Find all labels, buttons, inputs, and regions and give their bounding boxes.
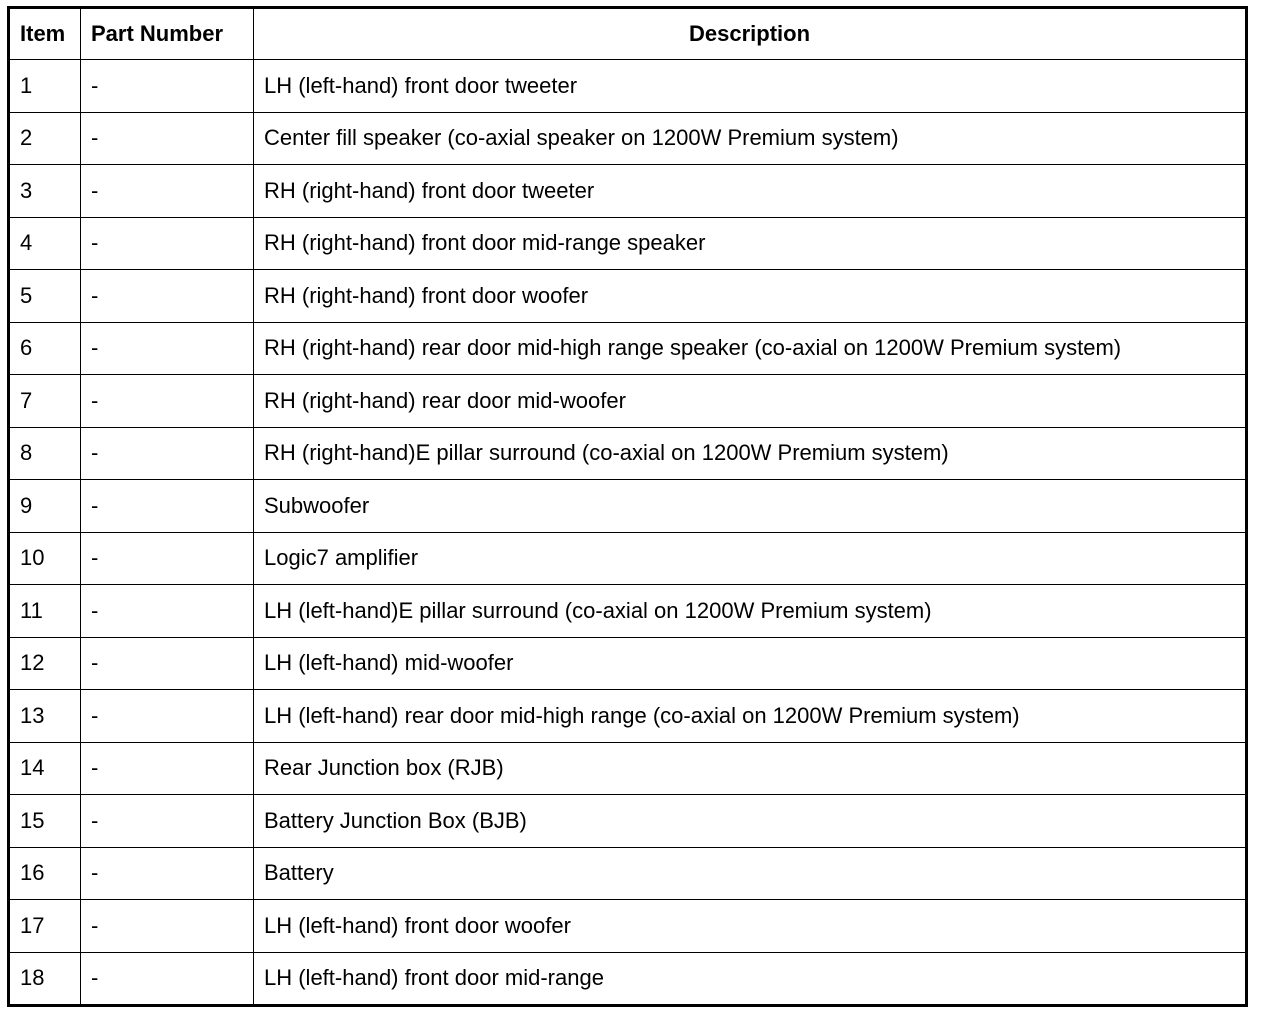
cell-part-number: - <box>81 795 254 848</box>
cell-item: 17 <box>9 900 81 953</box>
cell-item: 2 <box>9 112 81 165</box>
parts-table <box>7 6 1248 1007</box>
cell-part-number: - <box>81 847 254 900</box>
cell-part-number: - <box>81 375 254 428</box>
cell-part-number: - <box>81 270 254 323</box>
cell-description: LH (left-hand) front door tweeter <box>254 60 1247 113</box>
cell-part-number: - <box>81 637 254 690</box>
cell-part-number: - <box>81 900 254 953</box>
cell-item: 11 <box>9 585 81 638</box>
cell-item: 1 <box>9 60 81 113</box>
cell-item: 16 <box>9 847 81 900</box>
cell-item: 15 <box>9 795 81 848</box>
cell-item: 12 <box>9 637 81 690</box>
cell-description: RH (right-hand) rear door mid-woofer <box>254 375 1247 428</box>
cell-item: 7 <box>9 375 81 428</box>
table-row <box>9 322 1247 375</box>
cell-description: LH (left-hand)E pillar surround (co-axial on 1200W Premium system) <box>254 585 1247 638</box>
cell-description: LH (left-hand) rear door mid-high range (co-axial on 1200W Premium system) <box>254 690 1247 743</box>
cell-description: LH (left-hand) front door woofer <box>254 900 1247 953</box>
table-row <box>9 532 1247 585</box>
cell-description: Battery <box>254 847 1247 900</box>
cell-part-number: - <box>81 112 254 165</box>
cell-description: Rear Junction box (RJB) <box>254 742 1247 795</box>
cell-part-number: - <box>81 952 254 1006</box>
cell-part-number: - <box>81 60 254 113</box>
table-row <box>9 217 1247 270</box>
cell-part-number: - <box>81 480 254 533</box>
table-row <box>9 427 1247 480</box>
cell-description: RH (right-hand)E pillar surround (co-axial on 1200W Premium system) <box>254 427 1247 480</box>
table-row <box>9 795 1247 848</box>
header-row <box>9 8 1247 60</box>
table-row <box>9 375 1247 428</box>
table-row <box>9 165 1247 218</box>
cell-part-number: - <box>81 165 254 218</box>
cell-part-number: - <box>81 427 254 480</box>
cell-description: LH (left-hand) mid-woofer <box>254 637 1247 690</box>
cell-description: RH (right-hand) front door mid-range speaker <box>254 217 1247 270</box>
cell-item: 6 <box>9 322 81 375</box>
column-header-item: Item <box>9 8 81 60</box>
table-row <box>9 952 1247 1006</box>
table-row <box>9 480 1247 533</box>
cell-item: 10 <box>9 532 81 585</box>
cell-description: Battery Junction Box (BJB) <box>254 795 1247 848</box>
table-row <box>9 847 1247 900</box>
table-row <box>9 637 1247 690</box>
table-row <box>9 742 1247 795</box>
cell-part-number: - <box>81 742 254 795</box>
cell-item: 9 <box>9 480 81 533</box>
cell-item: 14 <box>9 742 81 795</box>
cell-part-number: - <box>81 532 254 585</box>
column-header-description: Description <box>254 8 1247 60</box>
table-body <box>9 60 1247 1006</box>
table-row <box>9 900 1247 953</box>
column-header-part-number: Part Number <box>81 8 254 60</box>
cell-description: Center fill speaker (co-axial speaker on 1200W Premium system) <box>254 112 1247 165</box>
table-row <box>9 60 1247 113</box>
cell-part-number: - <box>81 322 254 375</box>
cell-description: RH (right-hand) front door woofer <box>254 270 1247 323</box>
table-row <box>9 690 1247 743</box>
cell-item: 18 <box>9 952 81 1006</box>
cell-description: LH (left-hand) front door mid-range <box>254 952 1247 1006</box>
cell-item: 13 <box>9 690 81 743</box>
cell-description: RH (right-hand) front door tweeter <box>254 165 1247 218</box>
cell-part-number: - <box>81 690 254 743</box>
cell-description: Logic7 amplifier <box>254 532 1247 585</box>
table-row <box>9 270 1247 323</box>
cell-item: 5 <box>9 270 81 323</box>
cell-item: 8 <box>9 427 81 480</box>
table-row <box>9 112 1247 165</box>
table-row <box>9 585 1247 638</box>
cell-item: 3 <box>9 165 81 218</box>
cell-item: 4 <box>9 217 81 270</box>
cell-description: RH (right-hand) rear door mid-high range speaker (co-axial on 1200W Premium system) <box>254 322 1247 375</box>
cell-description: Subwoofer <box>254 480 1247 533</box>
cell-part-number: - <box>81 585 254 638</box>
cell-part-number: - <box>81 217 254 270</box>
